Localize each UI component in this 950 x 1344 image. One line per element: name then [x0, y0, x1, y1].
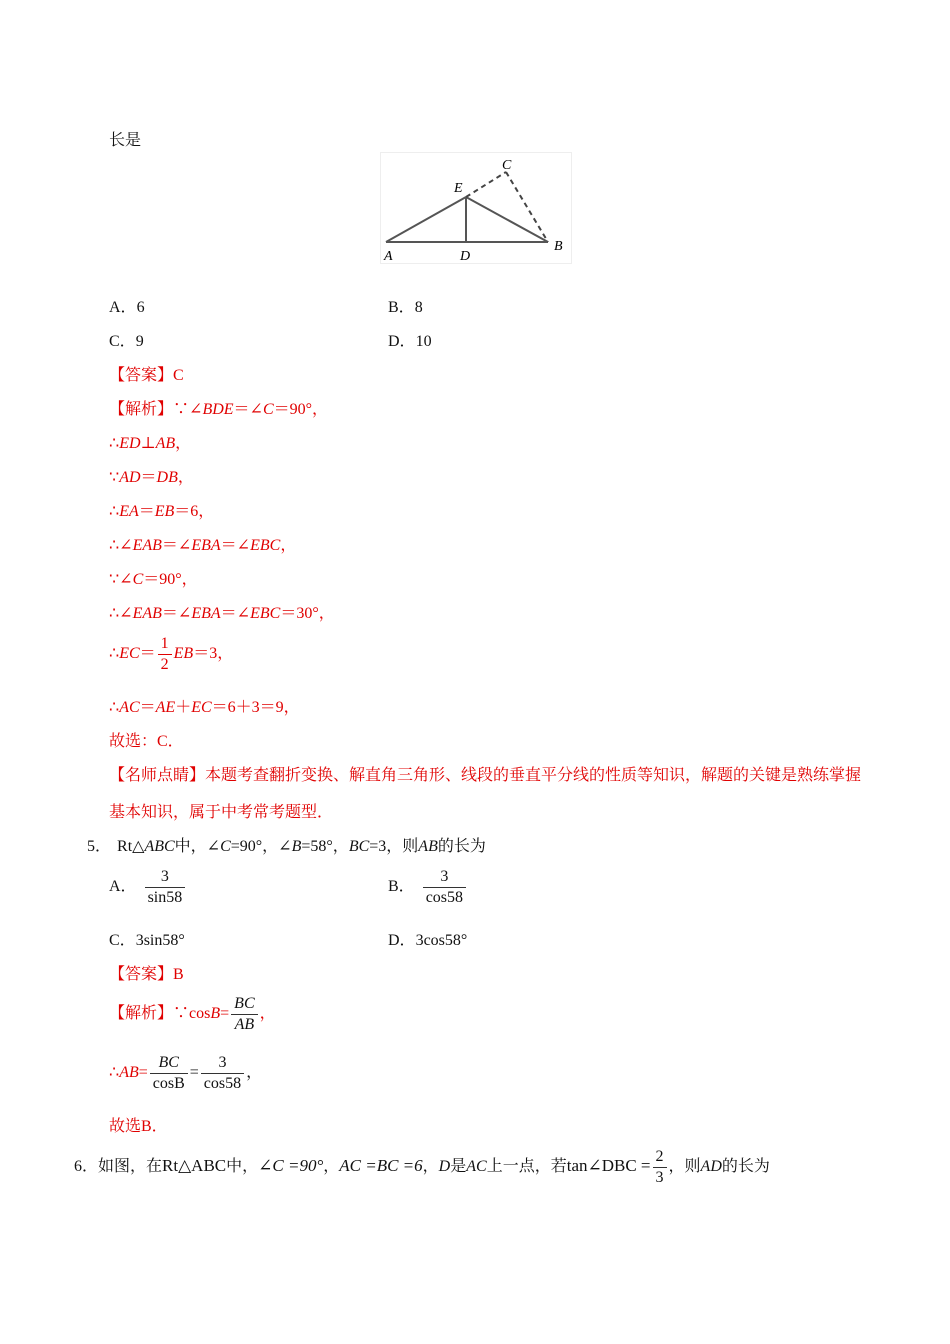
- answer-line: 【答案】C: [109, 367, 184, 384]
- q5-analysis-2: ∴AB= $\frac{BC}{\cos B}$ = $\frac{3}{\cos 58}$ ，: [109, 1054, 263, 1092]
- analysis-step-7: ∴∠EAB＝∠EBA＝∠EBC＝30°，: [109, 605, 335, 622]
- option-a: A．6: [109, 299, 145, 316]
- option-d: D．10: [388, 333, 432, 350]
- analysis-step-8: ∴EC＝ $\frac{1}{2}$ EB＝3，: [109, 635, 234, 673]
- q6-stem: 6．如图，在Rt△ABC中，∠C =90°，AC =BC =6，D是AC上一点，若tan∠DBC = $\frac{2}{3}$ ，则AD的长为: [74, 1148, 770, 1186]
- label-E: E: [454, 181, 463, 196]
- fraction-one-half: $\frac{1}{2}$: [158, 634, 172, 675]
- q5-stem: 5． Rt△ABC中，∠C=90°，∠B=58°，BC=3，则AB的长为: [87, 838, 486, 855]
- analysis-step-2: ∴ED⊥AB，: [109, 435, 192, 452]
- comment-line-1: 【名师点睛】本题考查翻折变换、解直角三角形、线段的垂直平分线的性质等知识，解题的关键是熟练掌握: [109, 767, 862, 784]
- label-A: A: [384, 249, 393, 264]
- option-c: C．9: [109, 333, 144, 350]
- triangle-figure: [380, 152, 572, 264]
- question-stem-tail: 长是: [109, 132, 142, 149]
- analysis-step-9: ∴AC＝AE＋EC＝6＋3＝9，: [109, 699, 300, 716]
- analysis-step-1: 【解析】∵∠BDE＝∠C＝90°，: [109, 401, 329, 418]
- analysis-step-6: ∵∠C＝90°，: [109, 571, 198, 588]
- q5-option-a: A． $\frac{3}{\sin 58}$: [109, 867, 187, 908]
- label-C: C: [502, 158, 512, 173]
- analysis-step-3: ∵AD＝DB，: [109, 469, 194, 486]
- triangle-diagram: [380, 152, 572, 264]
- analysis-step-10: 故选：C．: [109, 733, 184, 750]
- analysis-step-4: ∴EA＝EB＝6，: [109, 503, 215, 520]
- q5-answer: 【答案】B: [109, 966, 184, 983]
- q5-option-b: B． $\frac{3}{\cos 58}$: [388, 867, 468, 908]
- option-b: B．8: [388, 299, 423, 316]
- label-D: D: [460, 249, 471, 264]
- label-B: B: [554, 239, 563, 254]
- analysis-step-5: ∴∠EAB＝∠EBA＝∠EBC，: [109, 537, 297, 554]
- q5-analysis-3: 故选B．: [109, 1118, 168, 1135]
- q5-analysis-1: 【解析】∵cosB= $\frac{BC}{AB}$ ，: [109, 995, 276, 1033]
- q5-option-c: C．3sin58°: [109, 932, 185, 949]
- q5-option-d: D．3cos58°: [388, 932, 468, 949]
- comment-line-2: 基本知识，属于中考常考题型．: [109, 804, 334, 821]
